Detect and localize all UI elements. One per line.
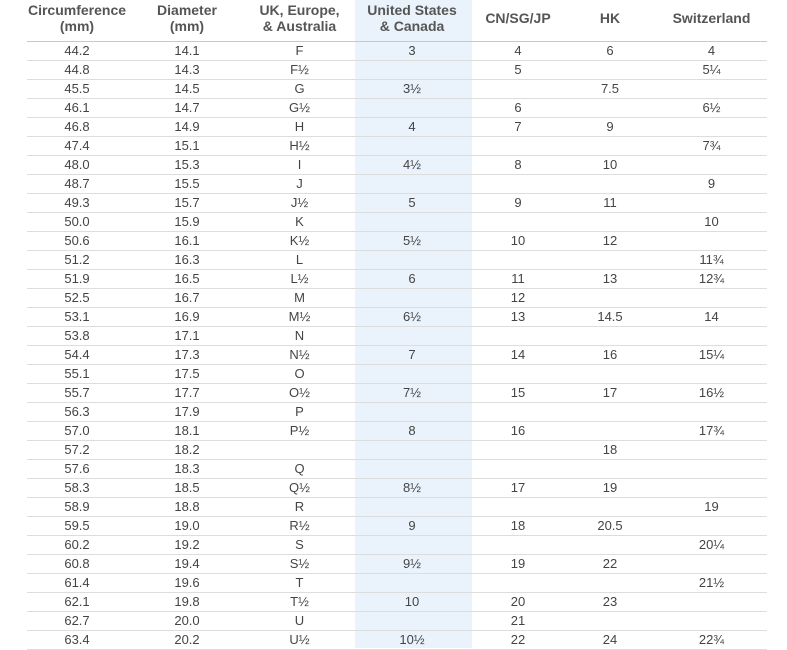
cell-cn-size: 8: [472, 156, 564, 175]
table-row: [27, 327, 767, 346]
cell-circumference: 48.7: [27, 175, 127, 194]
cell-uk-size: P: [247, 403, 352, 422]
cell-cn-size: 12: [472, 289, 564, 308]
cell-us-size: [352, 251, 472, 270]
cell-uk-size: M: [247, 289, 352, 308]
cell-us-size: 6: [352, 270, 472, 289]
table-row: [27, 232, 767, 251]
cell-cn-size: [472, 251, 564, 270]
cell-us-size: [352, 460, 472, 479]
cell-us-size: [352, 327, 472, 346]
cell-us-size: 7: [352, 346, 472, 365]
ring-size-table-wrapper: [27, 0, 767, 648]
cell-hk-size: [564, 536, 656, 555]
cell-hk-size: [564, 175, 656, 194]
cell-diameter: 18.8: [127, 498, 247, 517]
cell-ch-size: [656, 289, 767, 308]
cell-us-size: 3: [352, 42, 472, 61]
cell-cn-size: 5: [472, 61, 564, 80]
cell-circumference: 57.0: [27, 422, 127, 441]
cell-uk-size: K½: [247, 232, 352, 251]
table-row: [27, 289, 767, 308]
cell-circumference: 60.2: [27, 536, 127, 555]
table-row: [27, 137, 767, 156]
header-us-label: United States & Canada: [367, 2, 457, 34]
cell-hk-size: [564, 422, 656, 441]
cell-cn-size: 14: [472, 346, 564, 365]
cell-cn-size: 16: [472, 422, 564, 441]
cell-diameter: 16.7: [127, 289, 247, 308]
cell-diameter: 14.5: [127, 80, 247, 99]
cell-hk-size: 14.5: [564, 308, 656, 327]
cell-diameter: 14.1: [127, 42, 247, 61]
cell-cn-size: 6: [472, 99, 564, 118]
cell-hk-size: 16: [564, 346, 656, 365]
cell-circumference: 55.7: [27, 384, 127, 403]
cell-ch-size: 9: [656, 175, 767, 194]
cell-uk-size: U: [247, 612, 352, 631]
cell-ch-size: [656, 517, 767, 536]
cell-uk-size: L½: [247, 270, 352, 289]
cell-diameter: 16.3: [127, 251, 247, 270]
cell-cn-size: [472, 175, 564, 194]
cell-diameter: 18.1: [127, 422, 247, 441]
cell-uk-size: G: [247, 80, 352, 99]
table-row: [27, 612, 767, 631]
table-body: [27, 42, 767, 650]
cell-hk-size: 23: [564, 593, 656, 612]
cell-uk-size: I: [247, 156, 352, 175]
cell-uk-size: T: [247, 574, 352, 593]
table-row: [27, 555, 767, 574]
cell-uk-size: Q: [247, 460, 352, 479]
table-row: [27, 384, 767, 403]
cell-us-size: 8½: [352, 479, 472, 498]
cell-hk-size: 20.5: [564, 517, 656, 536]
cell-us-size: [352, 99, 472, 118]
cell-diameter: 20.0: [127, 612, 247, 631]
cell-hk-size: 19: [564, 479, 656, 498]
cell-hk-size: [564, 137, 656, 156]
cell-hk-size: [564, 99, 656, 118]
cell-us-size: [352, 365, 472, 384]
cell-circumference: 44.2: [27, 42, 127, 61]
cell-ch-size: 19: [656, 498, 767, 517]
cell-ch-size: [656, 593, 767, 612]
cell-circumference: 63.4: [27, 631, 127, 650]
cell-diameter: 14.9: [127, 118, 247, 137]
cell-hk-size: 11: [564, 194, 656, 213]
header-cn-label: CN/SG/JP: [485, 10, 551, 26]
cell-circumference: 46.8: [27, 118, 127, 137]
table-row: [27, 270, 767, 289]
cell-circumference: 45.5: [27, 80, 127, 99]
cell-ch-size: 12¾: [656, 270, 767, 289]
cell-uk-size: F: [247, 42, 352, 61]
cell-cn-size: [472, 460, 564, 479]
cell-cn-size: 11: [472, 270, 564, 289]
header-cn-sg-jp: [472, 0, 564, 42]
header-row: [27, 0, 767, 42]
table-row: [27, 194, 767, 213]
cell-uk-size: M½: [247, 308, 352, 327]
cell-cn-size: 9: [472, 194, 564, 213]
cell-hk-size: [564, 61, 656, 80]
cell-uk-size: S: [247, 536, 352, 555]
header-uk-europe-australia: [247, 0, 352, 42]
table-row: [27, 118, 767, 137]
cell-hk-size: [564, 365, 656, 384]
cell-ch-size: [656, 80, 767, 99]
cell-circumference: 44.8: [27, 61, 127, 80]
cell-cn-size: [472, 403, 564, 422]
cell-uk-size: O: [247, 365, 352, 384]
cell-cn-size: [472, 327, 564, 346]
cell-ch-size: [656, 365, 767, 384]
cell-circumference: 49.3: [27, 194, 127, 213]
cell-cn-size: [472, 574, 564, 593]
cell-diameter: 17.1: [127, 327, 247, 346]
cell-uk-size: F½: [247, 61, 352, 80]
cell-diameter: 14.3: [127, 61, 247, 80]
cell-cn-size: 18: [472, 517, 564, 536]
cell-uk-size: H½: [247, 137, 352, 156]
cell-cn-size: [472, 441, 564, 460]
table-row: [27, 346, 767, 365]
cell-us-size: 6½: [352, 308, 472, 327]
table-row: [27, 517, 767, 536]
cell-diameter: 14.7: [127, 99, 247, 118]
header-circumference-label: Circumference (mm): [27, 2, 127, 34]
cell-diameter: 19.2: [127, 536, 247, 555]
cell-ch-size: 5¼: [656, 61, 767, 80]
cell-hk-size: 24: [564, 631, 656, 650]
header-switzerland: [656, 0, 767, 42]
table-row: [27, 536, 767, 555]
cell-ch-size: [656, 555, 767, 574]
cell-hk-size: [564, 574, 656, 593]
cell-diameter: 15.1: [127, 137, 247, 156]
cell-us-size: [352, 289, 472, 308]
cell-us-size: 5½: [352, 232, 472, 251]
ring-size-table: [27, 0, 767, 650]
cell-uk-size: L: [247, 251, 352, 270]
cell-circumference: 61.4: [27, 574, 127, 593]
cell-hk-size: 10: [564, 156, 656, 175]
cell-ch-size: 14: [656, 308, 767, 327]
cell-ch-size: [656, 118, 767, 137]
cell-diameter: 17.7: [127, 384, 247, 403]
cell-cn-size: 10: [472, 232, 564, 251]
cell-diameter: 17.3: [127, 346, 247, 365]
cell-hk-size: 17: [564, 384, 656, 403]
cell-cn-size: [472, 365, 564, 384]
cell-hk-size: [564, 213, 656, 232]
cell-us-size: [352, 213, 472, 232]
cell-us-size: [352, 441, 472, 460]
cell-ch-size: [656, 460, 767, 479]
cell-ch-size: 22¾: [656, 631, 767, 650]
table-row: [27, 80, 767, 99]
cell-circumference: 60.8: [27, 555, 127, 574]
cell-circumference: 50.6: [27, 232, 127, 251]
cell-cn-size: [472, 80, 564, 99]
table-row: [27, 403, 767, 422]
cell-diameter: 19.4: [127, 555, 247, 574]
header-uk-label: UK, Europe, & Australia: [259, 2, 340, 34]
cell-hk-size: [564, 251, 656, 270]
cell-us-size: [352, 536, 472, 555]
cell-ch-size: [656, 403, 767, 422]
cell-cn-size: [472, 498, 564, 517]
cell-us-size: 4½: [352, 156, 472, 175]
cell-diameter: 15.5: [127, 175, 247, 194]
cell-cn-size: 19: [472, 555, 564, 574]
cell-hk-size: 13: [564, 270, 656, 289]
cell-us-size: 9½: [352, 555, 472, 574]
cell-hk-size: 9: [564, 118, 656, 137]
table-row: [27, 441, 767, 460]
table-header: [27, 0, 767, 42]
cell-diameter: 18.2: [127, 441, 247, 460]
cell-uk-size: R½: [247, 517, 352, 536]
cell-ch-size: [656, 194, 767, 213]
table-row: [27, 175, 767, 194]
cell-ch-size: 17¾: [656, 422, 767, 441]
cell-diameter: 16.1: [127, 232, 247, 251]
cell-circumference: 48.0: [27, 156, 127, 175]
cell-cn-size: [472, 536, 564, 555]
cell-uk-size: P½: [247, 422, 352, 441]
cell-circumference: 51.2: [27, 251, 127, 270]
table-row: [27, 99, 767, 118]
cell-us-size: [352, 574, 472, 593]
cell-ch-size: 11¾: [656, 251, 767, 270]
cell-us-size: 10: [352, 593, 472, 612]
cell-us-size: 7½: [352, 384, 472, 403]
cell-cn-size: 17: [472, 479, 564, 498]
cell-uk-size: N½: [247, 346, 352, 365]
cell-us-size: [352, 137, 472, 156]
cell-ch-size: [656, 327, 767, 346]
header-diameter: [127, 0, 247, 42]
cell-circumference: 46.1: [27, 99, 127, 118]
cell-hk-size: 7.5: [564, 80, 656, 99]
header-ch-label: Switzerland: [672, 10, 751, 26]
header-hk-label: HK: [599, 10, 621, 26]
cell-cn-size: 15: [472, 384, 564, 403]
cell-diameter: 18.3: [127, 460, 247, 479]
cell-cn-size: 22: [472, 631, 564, 650]
cell-uk-size: U½: [247, 631, 352, 650]
cell-circumference: 51.9: [27, 270, 127, 289]
cell-hk-size: 22: [564, 555, 656, 574]
cell-ch-size: [656, 156, 767, 175]
cell-us-size: 4: [352, 118, 472, 137]
cell-us-size: [352, 612, 472, 631]
table-row: [27, 308, 767, 327]
cell-diameter: 17.9: [127, 403, 247, 422]
cell-circumference: 62.1: [27, 593, 127, 612]
cell-hk-size: [564, 289, 656, 308]
cell-diameter: 15.7: [127, 194, 247, 213]
cell-circumference: 55.1: [27, 365, 127, 384]
cell-ch-size: 6½: [656, 99, 767, 118]
header-diameter-label: Diameter (mm): [157, 2, 217, 34]
cell-cn-size: [472, 137, 564, 156]
cell-diameter: 20.2: [127, 631, 247, 650]
cell-diameter: 18.5: [127, 479, 247, 498]
cell-us-size: 9: [352, 517, 472, 536]
cell-us-size: [352, 498, 472, 517]
cell-ch-size: 4: [656, 42, 767, 61]
cell-ch-size: [656, 479, 767, 498]
cell-ch-size: 21½: [656, 574, 767, 593]
cell-ch-size: 16½: [656, 384, 767, 403]
cell-circumference: 52.5: [27, 289, 127, 308]
cell-diameter: 15.3: [127, 156, 247, 175]
cell-ch-size: 20¼: [656, 536, 767, 555]
cell-circumference: 56.3: [27, 403, 127, 422]
table-row: [27, 422, 767, 441]
cell-cn-size: 20: [472, 593, 564, 612]
cell-diameter: 17.5: [127, 365, 247, 384]
cell-circumference: 47.4: [27, 137, 127, 156]
table-row: [27, 498, 767, 517]
cell-uk-size: K: [247, 213, 352, 232]
cell-us-size: 10½: [352, 631, 472, 650]
cell-uk-size: T½: [247, 593, 352, 612]
cell-cn-size: 13: [472, 308, 564, 327]
cell-circumference: 59.5: [27, 517, 127, 536]
cell-circumference: 57.2: [27, 441, 127, 460]
cell-uk-size: S½: [247, 555, 352, 574]
cell-uk-size: [247, 441, 352, 460]
table-row: [27, 365, 767, 384]
cell-circumference: 54.4: [27, 346, 127, 365]
table-row: [27, 156, 767, 175]
cell-hk-size: [564, 403, 656, 422]
cell-diameter: 19.8: [127, 593, 247, 612]
header-us-canada: [352, 0, 472, 42]
table-row: [27, 460, 767, 479]
table-row: [27, 479, 767, 498]
table-row: [27, 631, 767, 650]
cell-cn-size: 21: [472, 612, 564, 631]
cell-uk-size: Q½: [247, 479, 352, 498]
cell-hk-size: [564, 612, 656, 631]
cell-ch-size: 15¼: [656, 346, 767, 365]
cell-hk-size: 12: [564, 232, 656, 251]
cell-us-size: [352, 61, 472, 80]
cell-hk-size: 6: [564, 42, 656, 61]
cell-uk-size: O½: [247, 384, 352, 403]
header-hk: [564, 0, 656, 42]
cell-ch-size: 10: [656, 213, 767, 232]
cell-diameter: 16.5: [127, 270, 247, 289]
cell-circumference: 58.3: [27, 479, 127, 498]
cell-circumference: 58.9: [27, 498, 127, 517]
cell-cn-size: [472, 213, 564, 232]
cell-ch-size: [656, 232, 767, 251]
cell-circumference: 57.6: [27, 460, 127, 479]
cell-circumference: 53.1: [27, 308, 127, 327]
cell-diameter: 15.9: [127, 213, 247, 232]
cell-ch-size: [656, 612, 767, 631]
cell-diameter: 19.6: [127, 574, 247, 593]
cell-hk-size: [564, 460, 656, 479]
cell-us-size: [352, 175, 472, 194]
table-row: [27, 593, 767, 612]
cell-us-size: 3½: [352, 80, 472, 99]
cell-ch-size: [656, 441, 767, 460]
cell-uk-size: J½: [247, 194, 352, 213]
cell-hk-size: 18: [564, 441, 656, 460]
cell-uk-size: H: [247, 118, 352, 137]
cell-cn-size: 4: [472, 42, 564, 61]
cell-us-size: [352, 403, 472, 422]
cell-diameter: 19.0: [127, 517, 247, 536]
cell-circumference: 50.0: [27, 213, 127, 232]
cell-cn-size: 7: [472, 118, 564, 137]
cell-us-size: 8: [352, 422, 472, 441]
table-row: [27, 574, 767, 593]
cell-hk-size: [564, 498, 656, 517]
cell-diameter: 16.9: [127, 308, 247, 327]
cell-uk-size: N: [247, 327, 352, 346]
cell-circumference: 62.7: [27, 612, 127, 631]
cell-uk-size: J: [247, 175, 352, 194]
table-row: [27, 61, 767, 80]
table-row: [27, 251, 767, 270]
cell-uk-size: R: [247, 498, 352, 517]
cell-hk-size: [564, 327, 656, 346]
table-row: [27, 213, 767, 232]
cell-us-size: 5: [352, 194, 472, 213]
cell-uk-size: G½: [247, 99, 352, 118]
table-row: [27, 42, 767, 61]
header-circumference: [27, 0, 127, 42]
cell-circumference: 53.8: [27, 327, 127, 346]
cell-ch-size: 7¾: [656, 137, 767, 156]
